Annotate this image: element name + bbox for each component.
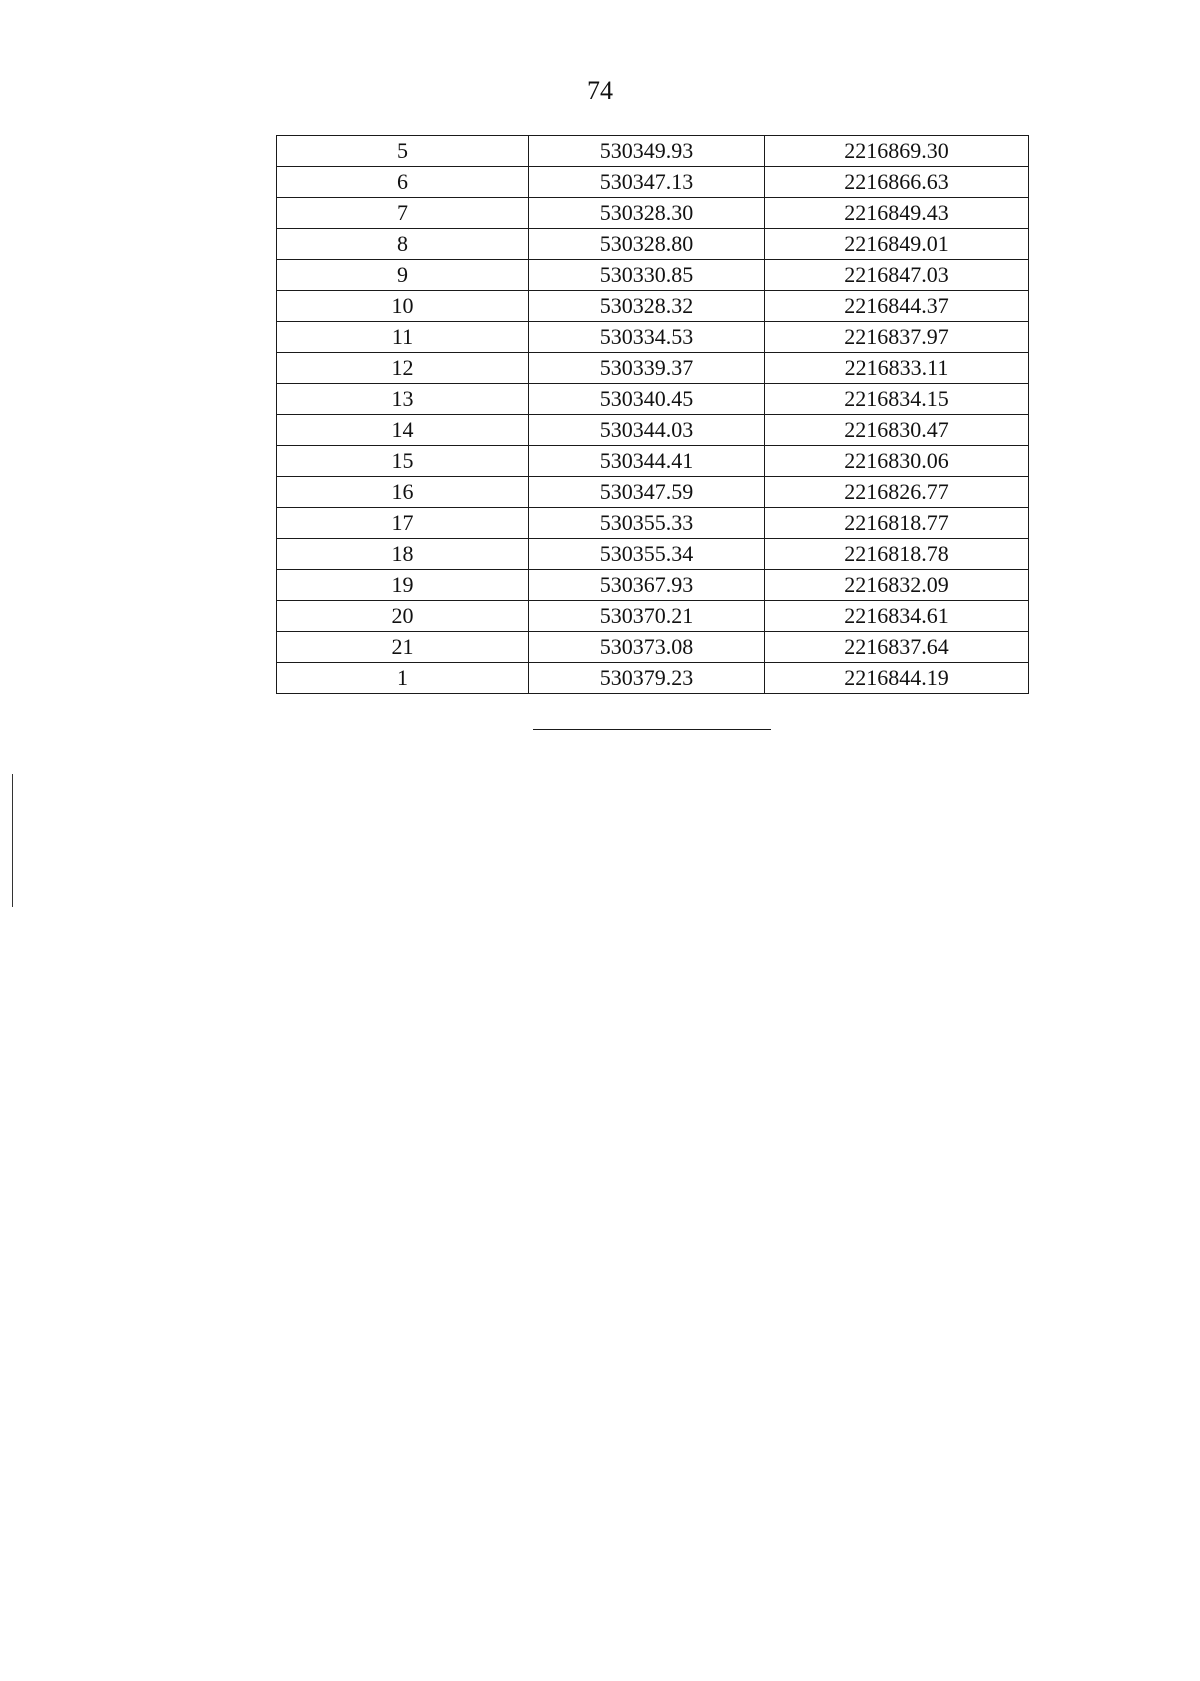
point-number-cell: 10 (277, 291, 529, 322)
table-row (277, 167, 1029, 198)
y-coordinate-cell: 2216844.19 (765, 663, 1029, 694)
x-coordinate-cell: 530355.33 (529, 508, 765, 539)
x-coordinate-cell: 530355.34 (529, 539, 765, 570)
x-coordinate-cell: 530347.13 (529, 167, 765, 198)
table-row (277, 539, 1029, 570)
point-number-cell: 12 (277, 353, 529, 384)
y-coordinate-cell: 2216837.64 (765, 632, 1029, 663)
x-coordinate-cell: 530340.45 (529, 384, 765, 415)
table-row (277, 477, 1029, 508)
table-row (277, 260, 1029, 291)
x-coordinate-cell: 530344.03 (529, 415, 765, 446)
x-coordinate-cell: 530339.37 (529, 353, 765, 384)
y-coordinate-cell: 2216844.37 (765, 291, 1029, 322)
x-coordinate-cell: 530328.32 (529, 291, 765, 322)
point-number-cell: 17 (277, 508, 529, 539)
point-number-cell: 19 (277, 570, 529, 601)
table-row (277, 663, 1029, 694)
y-coordinate-cell: 2216818.78 (765, 539, 1029, 570)
x-coordinate-cell: 530328.30 (529, 198, 765, 229)
point-number-cell: 1 (277, 663, 529, 694)
point-number-cell: 21 (277, 632, 529, 663)
table-row (277, 353, 1029, 384)
y-coordinate-cell: 2216869.30 (765, 136, 1029, 167)
page-number: 74 (587, 76, 613, 105)
x-coordinate-cell: 530349.93 (529, 136, 765, 167)
point-number-cell: 5 (277, 136, 529, 167)
y-coordinate-cell: 2216834.61 (765, 601, 1029, 632)
y-coordinate-cell: 2216833.11 (765, 353, 1029, 384)
margin-mark (12, 774, 13, 907)
y-coordinate-cell: 2216866.63 (765, 167, 1029, 198)
x-coordinate-cell: 530330.85 (529, 260, 765, 291)
point-number-cell: 8 (277, 229, 529, 260)
x-coordinate-cell: 530328.80 (529, 229, 765, 260)
table-row (277, 291, 1029, 322)
coordinates-table-body (277, 136, 1029, 694)
table-row (277, 446, 1029, 477)
table-row (277, 601, 1029, 632)
section-end-rule (533, 729, 771, 730)
y-coordinate-cell: 2216832.09 (765, 570, 1029, 601)
table-row (277, 198, 1029, 229)
table-row (277, 508, 1029, 539)
y-coordinate-cell: 2216837.97 (765, 322, 1029, 353)
x-coordinate-cell: 530370.21 (529, 601, 765, 632)
y-coordinate-cell: 2216830.06 (765, 446, 1029, 477)
x-coordinate-cell: 530379.23 (529, 663, 765, 694)
y-coordinate-cell: 2216849.01 (765, 229, 1029, 260)
table-row (277, 384, 1029, 415)
point-number-cell: 13 (277, 384, 529, 415)
point-number-cell: 6 (277, 167, 529, 198)
x-coordinate-cell: 530367.93 (529, 570, 765, 601)
point-number-cell: 18 (277, 539, 529, 570)
point-number-cell: 9 (277, 260, 529, 291)
table-row (277, 632, 1029, 663)
y-coordinate-cell: 2216849.43 (765, 198, 1029, 229)
table-row (277, 136, 1029, 167)
point-number-cell: 20 (277, 601, 529, 632)
y-coordinate-cell: 2216847.03 (765, 260, 1029, 291)
x-coordinate-cell: 530344.41 (529, 446, 765, 477)
y-coordinate-cell: 2216818.77 (765, 508, 1029, 539)
table-row (277, 415, 1029, 446)
y-coordinate-cell: 2216826.77 (765, 477, 1029, 508)
point-number-cell: 15 (277, 446, 529, 477)
point-number-cell: 7 (277, 198, 529, 229)
table-row (277, 229, 1029, 260)
point-number-cell: 14 (277, 415, 529, 446)
x-coordinate-cell: 530334.53 (529, 322, 765, 353)
y-coordinate-cell: 2216830.47 (765, 415, 1029, 446)
point-number-cell: 11 (277, 322, 529, 353)
y-coordinate-cell: 2216834.15 (765, 384, 1029, 415)
x-coordinate-cell: 530347.59 (529, 477, 765, 508)
coordinates-table (276, 135, 1029, 694)
table-row (277, 570, 1029, 601)
table-row (277, 322, 1029, 353)
x-coordinate-cell: 530373.08 (529, 632, 765, 663)
point-number-cell: 16 (277, 477, 529, 508)
